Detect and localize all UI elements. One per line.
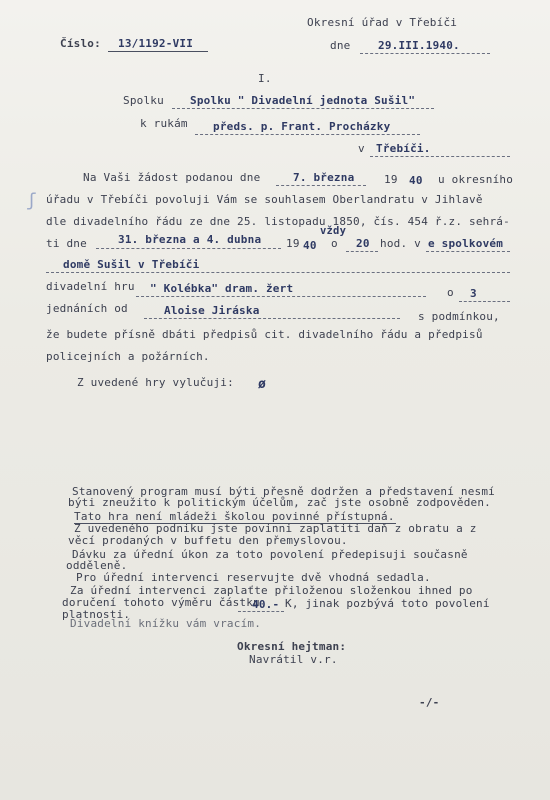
year-prefix-2: 19 [286, 237, 300, 250]
exclude-label: Z uvedené hry vylučuji: [77, 376, 234, 389]
play-underline [136, 296, 426, 297]
attn-label: k rukám [140, 117, 188, 130]
hour-label: hod. v [380, 237, 421, 250]
date-label: dne [330, 39, 351, 52]
perform-hour: 20 [356, 237, 370, 250]
condition-line: odděleně. [66, 559, 128, 572]
addressee-label: Spolku [123, 94, 164, 107]
fee-underline [238, 611, 284, 612]
condition-line: Tato hra není mládeži školou povinné přístupná. [74, 510, 395, 523]
condition-label: s podmínkou, [418, 310, 500, 323]
request-year: 40 [409, 174, 423, 187]
hour-underline [346, 251, 378, 252]
perform-label: ti dne [46, 237, 87, 250]
office-text-a: u okresního [438, 173, 514, 186]
venue-name: domě Sušil v Třebíči [63, 258, 200, 271]
year-prefix-1: 19 [384, 173, 398, 186]
play-label: divadelní hru [46, 280, 135, 293]
condition-line: Dávku za úřední úkon za toto povolení předepisuji současně [72, 548, 468, 561]
place-name: Třebíči. [376, 142, 431, 155]
acts-underline [459, 301, 510, 302]
margin-mark: ʃ [26, 190, 37, 211]
condition-line: Pro úřední intervenci reservujte dvě vhodná sedadla. [76, 571, 431, 584]
condition-line: Stanovený program musí býti přesně dodržen a představení nesmí [72, 485, 495, 498]
acts-prefix: o [447, 286, 454, 299]
addressee-underline [172, 108, 434, 109]
permit-text: úřadu v Třebíči povoluji Vám se souhlasem Oberlandratu v Jihlavě [46, 193, 483, 206]
author-underline [144, 318, 400, 319]
condition-line: býti zneužito k politickým účelům, zač jste osobně zodpověden. [68, 496, 491, 509]
addressee-name: Spolku " Divadelní jednota Sušil" [190, 94, 416, 107]
fee-amount: 40.- [252, 598, 280, 611]
always-note: vždy [320, 225, 347, 237]
police-text: policejních a požárních. [46, 350, 210, 363]
signature-title: Okresní hejtman: [237, 640, 347, 653]
attn-name: předs. p. Frant. Procházky [213, 120, 391, 133]
condition-line: věcí prodaných v buffetu den přemyslovou. [68, 534, 348, 547]
condition-line: Z uvedeného podniku jste povinni zaplatiti daň z obratu a z [74, 522, 477, 535]
request-date: 7. března [293, 171, 355, 184]
condition-line: Divadelní knížku vám vracím. [70, 617, 262, 630]
condition-line: Za úřední intervenci zaplaťte přiloženou složenkou ihned po [70, 584, 473, 597]
venue-underline [46, 272, 510, 273]
office-name: Okresní úřad v Třebíči [307, 16, 458, 29]
place-prefix: v [358, 142, 365, 155]
venue-start-underline [426, 251, 510, 252]
section-numeral: I. [258, 72, 272, 85]
perform-dates-underline [96, 248, 281, 249]
perform-dates: 31. března a 4. dubna [118, 233, 262, 246]
date-value: 29.III.1940. [378, 39, 460, 52]
acts-count: 3 [470, 287, 477, 300]
at-label: o [331, 237, 338, 250]
closing-mark: -/- [419, 696, 440, 709]
obligation-text: že budete přísně dbáti předpisů cit. divadelního řádu a předpisů [46, 328, 483, 341]
number-label: Číslo: [60, 37, 101, 50]
signature-name: Navrátil v.r. [249, 653, 338, 666]
attn-underline [195, 134, 420, 135]
condition-line: K, jinak pozbývá toto povolení [285, 597, 490, 610]
perform-year: 40 [303, 239, 317, 252]
author-label: jednáních od [46, 302, 128, 315]
exclude-value: ø [258, 377, 267, 392]
author-name: Aloise Jiráska [164, 304, 260, 317]
condition-line: platnosti. [62, 608, 131, 621]
place-underline [370, 156, 510, 157]
condition-line: doručení tohoto výměru částku [62, 596, 260, 609]
request-text: Na Vaši žádost podanou dne [83, 171, 261, 184]
date-underline [360, 53, 490, 54]
play-title: " Kolébka" dram. žert [150, 282, 294, 295]
regulation-text: dle divadelního řádu ze dne 25. listopadu 1850, čís. 454 ř.z. sehrá- [46, 215, 510, 228]
venue-start: e spolkovém [428, 237, 504, 250]
number-value: 13/1192-VII [118, 37, 194, 50]
number-underline [108, 51, 208, 52]
request-date-underline [276, 185, 366, 186]
